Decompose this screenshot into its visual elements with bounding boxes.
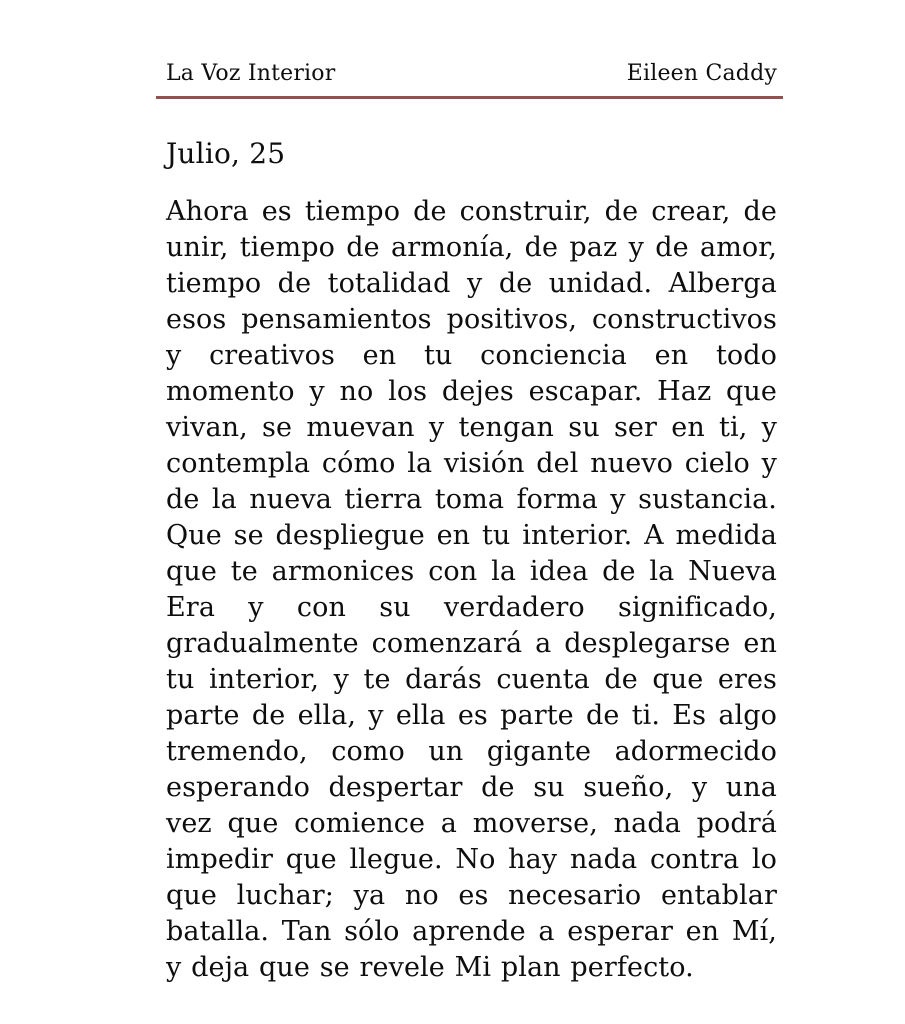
author-name: Eileen Caddy	[626, 61, 777, 86]
book-title: La Voz Interior	[166, 61, 336, 86]
entry-date: Julio, 25	[166, 137, 286, 170]
header-rule	[156, 96, 783, 99]
page-header	[166, 61, 777, 87]
entry-body-text: Ahora es tiempo de construir, de crear, de unir, tiempo de armonía, de paz y de amor, tiempo de totalidad y de unidad. Alberga esos pensamientos positivos, constructivos y creativos en tu conciencia en todo momento y no los dejes escapar. Haz que vivan, se muevan y tengan su ser en ti, y contempla cómo la visión del nuevo cielo y de la nueva tierra toma forma y sustancia. Que se despliegue en tu interior. A medida que te armonices con la idea de la Nueva Era y con su verdadero significado, gradualmente comenzará a desplegarse en tu interior, y te darás cuenta de que eres parte de ella, y ella es parte de ti. Es algo tremendo, como un gigante adormecido esperando despertar de su sueño, y una vez que comience a moverse, nada podrá impedir que llegue. No hay nada contra lo que luchar; ya no es necesario entablar batalla. Tan sólo aprende a esperar en Mí, y deja que se revele Mi plan perfecto.	[166, 196, 777, 983]
